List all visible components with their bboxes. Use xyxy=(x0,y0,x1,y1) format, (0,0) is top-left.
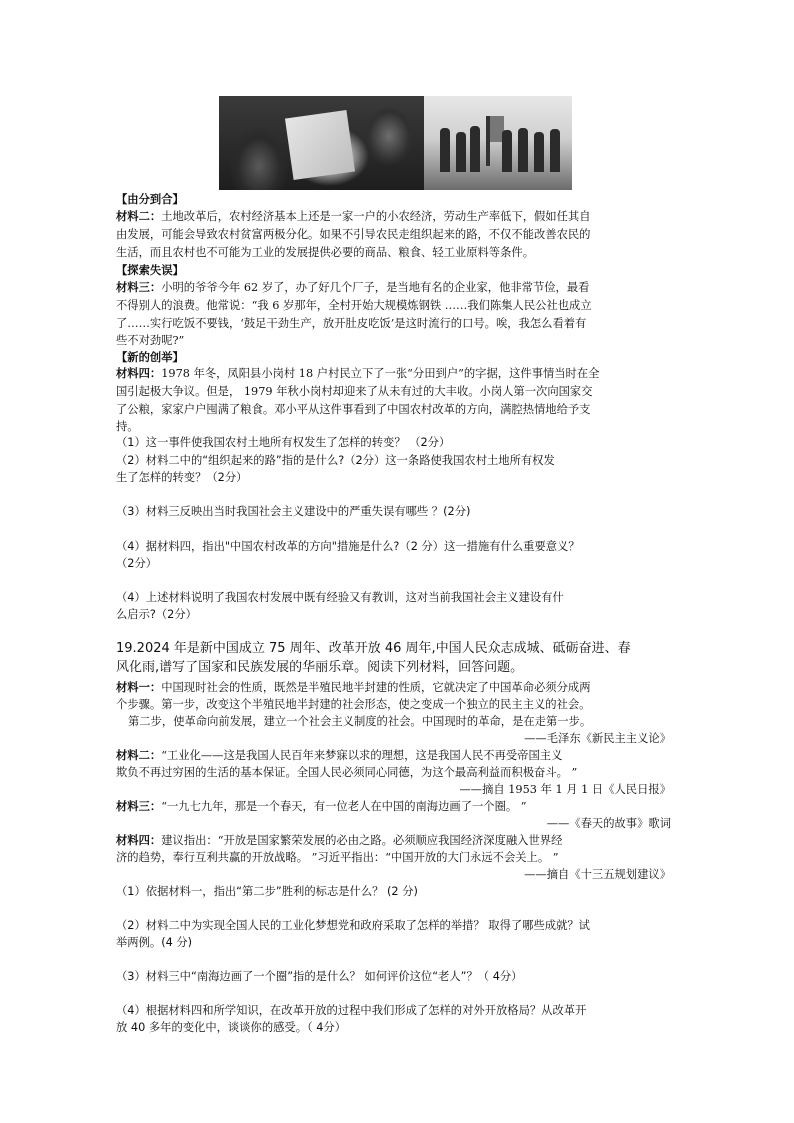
historical-photos xyxy=(219,96,572,190)
material-line: 材料三：小明的爷爷今年 62 岁了，办了好几个厂子，是当地有名的企业家，他非常节俭，最看 xyxy=(116,281,590,294)
material-source: ——毛泽东《新民主主义论》 xyxy=(524,732,671,745)
material-line: 了……实行吃饭不要钱，‘鼓足干劲生产，放开肚皮吃饭’是这时流行的口号。唉，我怎么看着有 xyxy=(116,317,587,330)
question-line: （2分） xyxy=(116,557,158,570)
question-line: （4）上述材料说明了我国农村发展中既有经验又有教训，这对当前我国社会主义建设有什 xyxy=(116,591,564,604)
section-heading: 【探索失误】 xyxy=(116,264,184,277)
question-line: 么启示?（2分） xyxy=(116,608,197,621)
material-source: ——摘自 1953 年 1 月 1 日《人民日报》 xyxy=(459,783,671,796)
question-line: （3）材料三反映出当时我国社会主义建设中的严重失误有哪些 ？(2分) xyxy=(116,505,471,518)
material-line: 个步骤。第一步，改变这个半殖民地半封建的社会形态，使之变成一个独立的民主主义的社会。 xyxy=(116,698,591,711)
question-line: 放 40 多年的变化中，谈谈你的感受。（ 4分） xyxy=(116,1021,347,1034)
question-line: （1）依据材料一，指出“第二步”胜利的标志是什么？ (2 分) xyxy=(116,885,418,898)
material-line: 材料二：土地改革后，农村经济基本上还是一家一户的小农经济，劳动生产率低下，假如任其自 xyxy=(116,210,591,223)
question-line: （1）这一事件使我国农村土地所有权发生了怎样的转变？ （2分） xyxy=(116,436,451,449)
material-line: 国引起极大争议。但是， 1979 年秋小岗村却迎来了从未有过的大丰收。小岗人第一次向国家交 xyxy=(116,385,593,398)
material-line: 材料四：1978 年冬，凤阳县小岗村 18 户村民立下了一张“分田到户”的字据，这件事情当时在全 xyxy=(116,367,600,380)
material-line: 材料一：中国现时社会的性质，既然是半殖民地半封建的性质，它就决定了中国革命必须分成两 xyxy=(116,681,591,694)
material-line: 不得别人的浪费。他常说：“我 6 岁那年，全村开始大规模炼钢铁 ……我们陈集人民公社也成立 xyxy=(116,299,592,312)
material-line: 持。 xyxy=(116,420,139,433)
material-line: 由发展，可能会导致农村贫富两极分化。如果不引导农民走组织起来的路，不仅不能改善农民的 xyxy=(116,228,591,241)
material-line: 材料二：“工业化——这是我国人民百年来梦寐以求的理想，这是我国人民不再受帝国主义 xyxy=(116,749,563,762)
question-line: （3）材料三中“南海边画了一个圈”指的是什么？ 如何评价这位“老人”？（ 4分） xyxy=(116,970,523,983)
material-line: 第二步，使革命向前发展，建立一个社会主义制度的社会。中国现时的革命，是在走第一步。 xyxy=(128,715,592,728)
material-line: 生活，而且农村也不可能为工业的发展提供必要的商品、粮食、轻工业原料等条件。 xyxy=(116,246,534,259)
material-line: 济的趋势，奉行互利共赢的开放战略。 ”习近平指出：“中国开放的大门永远不会关上。 ” xyxy=(116,851,559,864)
material-line: 些不对劲呢?” xyxy=(116,334,185,347)
question-line: 生了怎样的转变？（2分） xyxy=(116,471,248,484)
question-line: （4）根据材料四和所学知识，在改革开放的过程中我们形成了怎样的对外开放格局？从改革开 xyxy=(116,1004,587,1017)
question-line: 举两例。(4 分) xyxy=(116,936,193,949)
material-source: ——《春天的故事》歌词 xyxy=(546,817,671,830)
question-intro: 风化雨,谱写了国家和民族发展的华丽乐章。阅读下列材料，回答问题。 xyxy=(116,660,524,675)
question-line: （2）材料二中的“组织起来的路”指的是什么?（2分）这一条路使我国农村土地所有权发 xyxy=(116,454,555,467)
section-heading: 【由分到合】 xyxy=(116,193,184,206)
material-line: 了公粮，家家户户囤满了粮食。邓小平从这件事看到了中国农村改革的方向，满腔热情地给予支 xyxy=(116,403,591,416)
photo-crowd-reading-document xyxy=(219,96,424,190)
material-line: 材料四：建议指出：“开放是国家繁荣发展的必由之路。必须顺应我国经济深度融入世界经 xyxy=(116,834,563,847)
material-line: 材料三：“一九七九年，那是一个春天，有一位老人在中国的南海边画了一个圈。 ” xyxy=(116,800,527,813)
material-line: 欺负不再过穷困的生活的基本保证。全国人民必须同心同德，为这个最高利益而积极奋斗。 ” xyxy=(116,766,578,779)
photo-farmers-in-field xyxy=(424,96,572,190)
material-source: ——摘自《十三五规划建议》 xyxy=(524,868,671,881)
question-line: （2）材料二中为实现全国人民的工业化梦想党和政府采取了怎样的举措？ 取得了哪些成就？试 xyxy=(116,919,590,932)
question-line: （4）据材料四，指出"中国农村改革的方向"措施是什么?（2 分）这一措施有什么重要意义？ xyxy=(116,540,580,553)
section-heading: 【新的创举】 xyxy=(116,351,184,364)
question-intro: 19.2024 年是新中国成立 75 周年、改革开放 46 周年,中国人民众志成城、砥砺奋进、春 xyxy=(116,641,631,656)
